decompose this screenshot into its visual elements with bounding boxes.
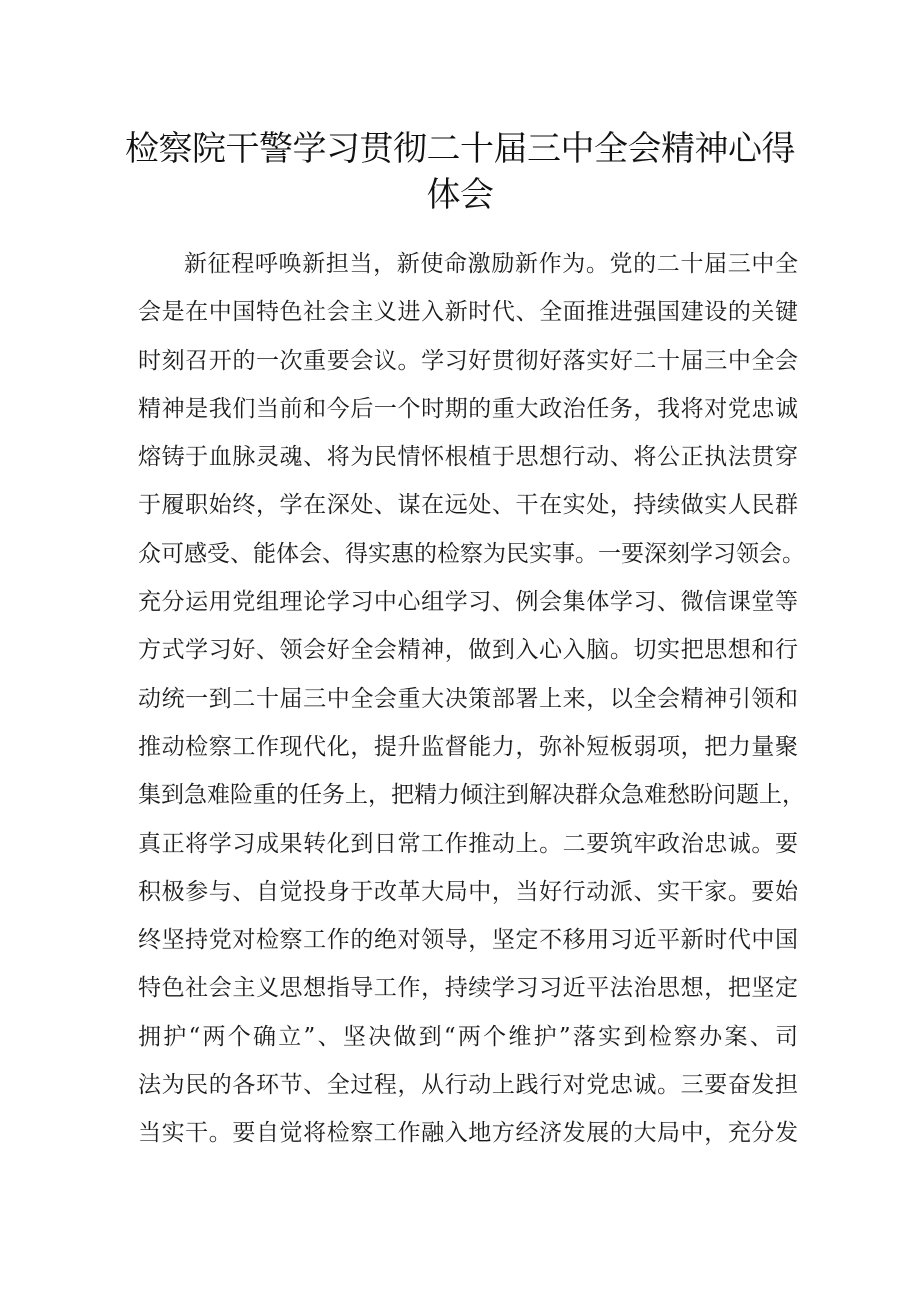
body-line: 当实干。要自觉将检察工作融入地方经济发展的大局中，充分发 [138, 1120, 798, 1147]
body-line: 动统一到二十届三中全会重大决策部署上来，以全会精神引领和 [138, 685, 798, 712]
body-line: 真正将学习成果转化到日常工作推动上。二要筑牢政治忠诚。要 [138, 830, 798, 857]
body-line: 众可感受、能体会、得实惠的检察为民实事。一要深刻学习领会。 [138, 540, 805, 567]
body-line: 精神是我们当前和今后一个时期的重大政治任务，我将对党忠诚 [138, 395, 798, 422]
body-line: 会是在中国特色社会主义进入新时代、全面推进强国建设的关键 [138, 299, 798, 326]
body-line: 集到急难险重的任务上，把精力倾注到解决群众急难愁盼问题上， [138, 782, 805, 809]
body-line: 终坚持党对检察工作的绝对领导，坚定不移用习近平新时代中国 [138, 927, 798, 954]
body-line: 拥护“两个确立”、坚决做到“两个维护”落实到检察办案、司 [138, 1023, 798, 1050]
body-line: 于履职始终，学在深处、谋在远处、干在实处，持续做实人民群 [138, 492, 798, 519]
body-line: 充分运用党组理论学习中心组学习、例会集体学习、微信课堂等 [138, 589, 798, 616]
body-line: 积极参与、自觉投身于改革大局中，当好行动派、实干家。要始 [138, 878, 798, 905]
body-line: 新征程呼唤新担当，新使命激励新作为。党的二十届三中全 [184, 251, 798, 277]
title-line-2: 体会 [426, 175, 494, 215]
body-line: 时刻召开的一次重要会议。学习好贯彻好落实好二十届三中全会 [138, 347, 798, 374]
body-line: 推动检察工作现代化，提升监督能力，弥补短板弱项，把力量聚 [138, 733, 798, 760]
title-line-1: 检察院干警学习贯彻二十届三中全会精神心得 [125, 129, 795, 169]
body-line: 方式学习好、领会好全会精神，做到入心入脑。切实把思想和行 [138, 637, 798, 664]
body-line: 熔铸于血脉灵魂、将为民情怀根植于思想行动、将公正执法贯穿 [138, 444, 798, 471]
body-line: 特色社会主义思想指导工作，持续学习习近平法治思想，把坚定 [138, 975, 798, 1002]
body-line: 法为民的各环节、全过程，从行动上践行对党忠诚。三要奋发担 [138, 1072, 798, 1099]
body-paragraph [138, 240, 805, 1158]
document-title [120, 126, 800, 218]
